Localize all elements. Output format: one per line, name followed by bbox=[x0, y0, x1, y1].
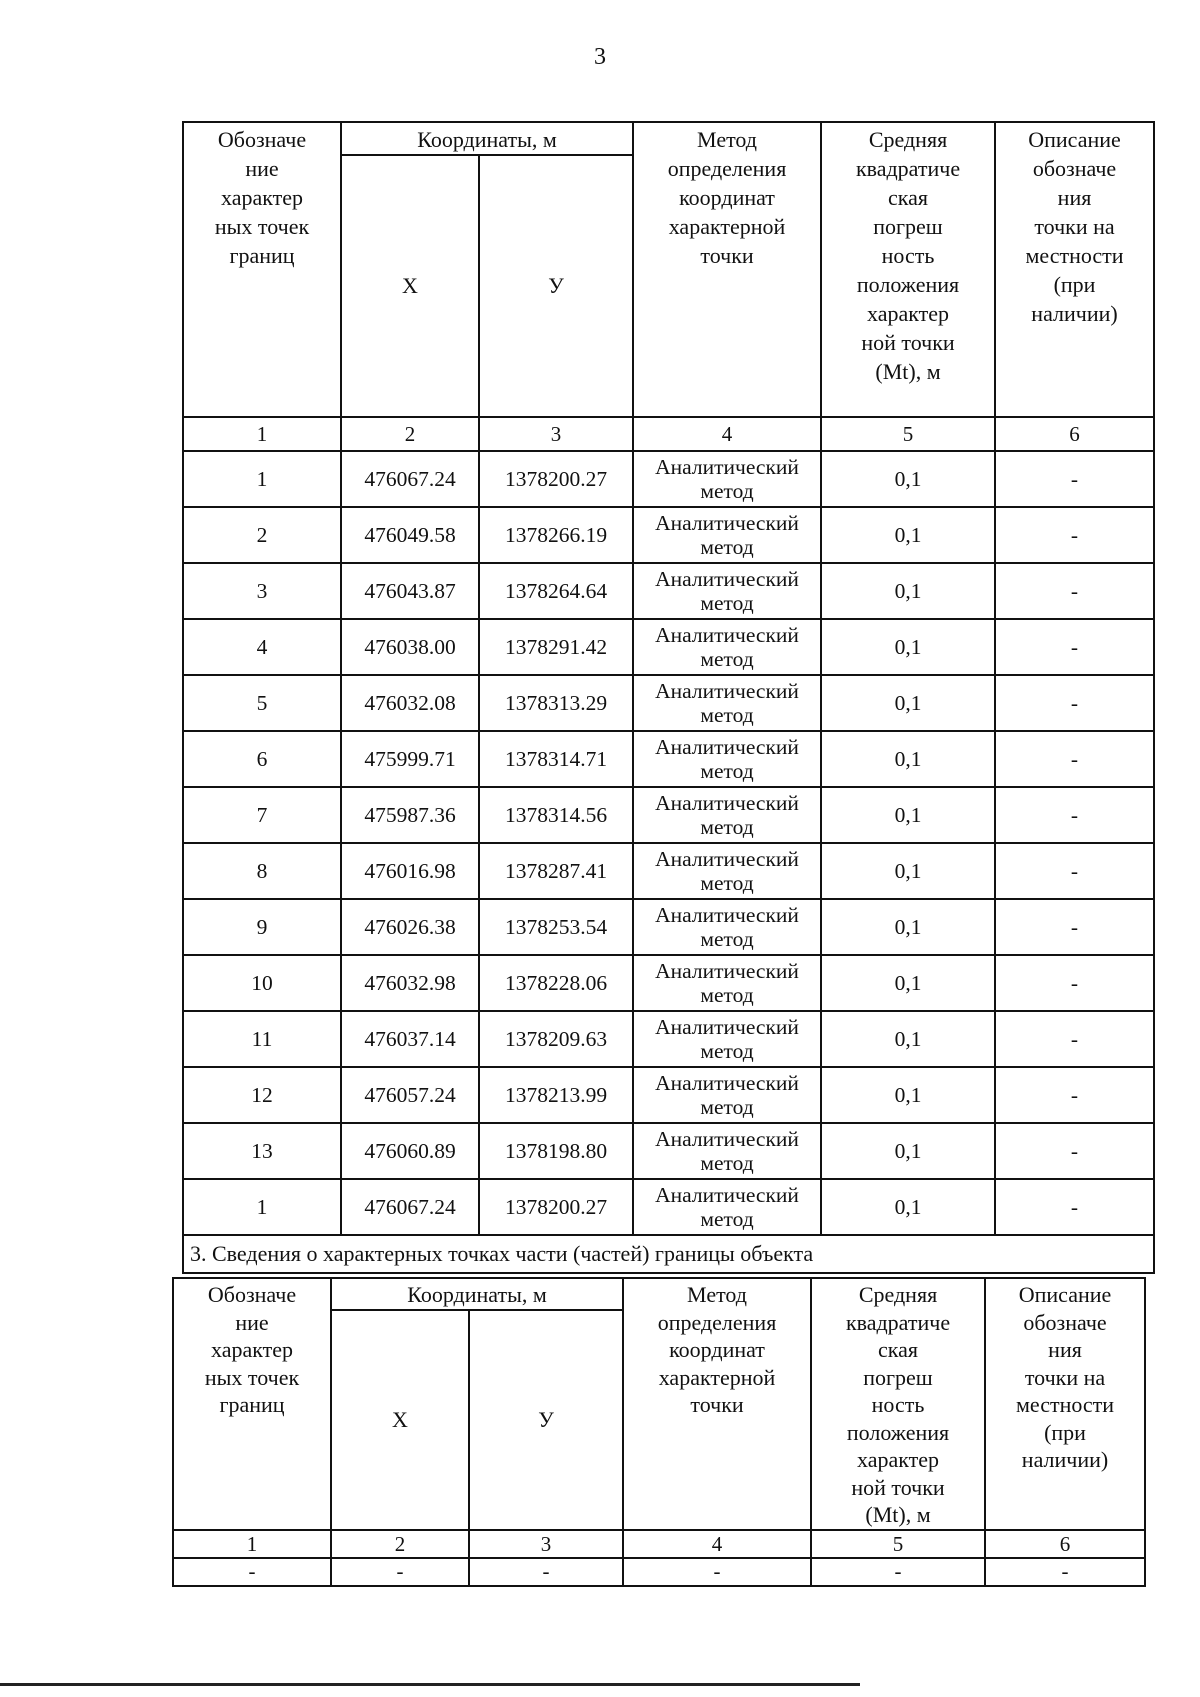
y-cell: 1378264.64 bbox=[479, 563, 633, 619]
point-cell: 8 bbox=[183, 843, 341, 899]
point-cell: 3 bbox=[183, 563, 341, 619]
error-cell: 0,1 bbox=[821, 507, 995, 563]
x-cell: 476067.24 bbox=[341, 451, 479, 507]
y-header: У bbox=[479, 155, 633, 417]
error-header: Средняя квадратиче ская погреш ность положения характер ной точки (Mt), м bbox=[811, 1278, 985, 1530]
y-cell: 1378228.06 bbox=[479, 955, 633, 1011]
point-cell: 13 bbox=[183, 1123, 341, 1179]
y-cell: 1378314.71 bbox=[479, 731, 633, 787]
error-cell: 0,1 bbox=[821, 619, 995, 675]
y-header: У bbox=[469, 1310, 623, 1530]
table-row bbox=[183, 899, 1154, 955]
description-cell: - bbox=[995, 1179, 1154, 1235]
y-cell: 1378287.41 bbox=[479, 843, 633, 899]
x-cell: 476038.00 bbox=[341, 619, 479, 675]
error-cell: 0,1 bbox=[821, 731, 995, 787]
description-header: Описание обозначе ния точки на местности (при наличии) bbox=[995, 122, 1154, 417]
point-cell: 9 bbox=[183, 899, 341, 955]
error-cell: 0,1 bbox=[821, 675, 995, 731]
x-cell: 475987.36 bbox=[341, 787, 479, 843]
y-cell: 1378200.27 bbox=[479, 1179, 633, 1235]
description-cell: - bbox=[995, 1011, 1154, 1067]
point-cell: 4 bbox=[183, 619, 341, 675]
method-cell: Аналитический метод bbox=[633, 787, 821, 843]
y-cell: 1378313.29 bbox=[479, 675, 633, 731]
error-cell: 0,1 bbox=[821, 899, 995, 955]
method-cell: Аналитический метод bbox=[633, 1067, 821, 1123]
method-cell: Аналитический метод bbox=[633, 731, 821, 787]
method-cell: Аналитический метод bbox=[633, 843, 821, 899]
x-cell: 476037.14 bbox=[341, 1011, 479, 1067]
y-cell: 1378198.80 bbox=[479, 1123, 633, 1179]
section-3-title: 3. Сведения о характерных точках части (частей) границы объекта bbox=[183, 1235, 1154, 1273]
error-cell: 0,1 bbox=[821, 1067, 995, 1123]
table-row bbox=[183, 787, 1154, 843]
error-cell: 0,1 bbox=[821, 787, 995, 843]
table-row bbox=[183, 1067, 1154, 1123]
part-boundary-points-table bbox=[172, 1277, 1146, 1587]
x-cell: 476057.24 bbox=[341, 1067, 479, 1123]
y-cell: 1378253.54 bbox=[479, 899, 633, 955]
description-cell: - bbox=[995, 563, 1154, 619]
x-cell: 475999.71 bbox=[341, 731, 479, 787]
error-cell: 0,1 bbox=[821, 843, 995, 899]
y-cell: 1378200.27 bbox=[479, 451, 633, 507]
description-cell: - bbox=[995, 1123, 1154, 1179]
x-cell: 476032.98 bbox=[341, 955, 479, 1011]
description-cell: - bbox=[995, 955, 1154, 1011]
designation-header: Обозначе ние характер ных точек границ bbox=[183, 122, 341, 417]
x-cell: 476026.38 bbox=[341, 899, 479, 955]
x-header: X bbox=[341, 155, 479, 417]
method-cell: Аналитический метод bbox=[633, 955, 821, 1011]
y-cell: 1378209.63 bbox=[479, 1011, 633, 1067]
page-number: 3 bbox=[594, 44, 606, 70]
method-cell: Аналитический метод bbox=[633, 451, 821, 507]
table-row bbox=[183, 507, 1154, 563]
bottom-rule bbox=[0, 1683, 860, 1686]
description-header: Описание обозначе ния точки на местности (при наличии) bbox=[985, 1278, 1145, 1530]
point-cell: 10 bbox=[183, 955, 341, 1011]
point-cell: 5 bbox=[183, 675, 341, 731]
x-cell: 476049.58 bbox=[341, 507, 479, 563]
error-cell: 0,1 bbox=[821, 1123, 995, 1179]
x-cell: 476060.89 bbox=[341, 1123, 479, 1179]
method-cell: Аналитический метод bbox=[633, 675, 821, 731]
description-cell: - bbox=[995, 1067, 1154, 1123]
method-cell: Аналитический метод bbox=[633, 619, 821, 675]
table-row bbox=[183, 955, 1154, 1011]
error-header: Средняя квадратиче ская погреш ность положения характер ной точки (Mt), м bbox=[821, 122, 995, 417]
point-cell: 12 bbox=[183, 1067, 341, 1123]
description-cell: - bbox=[995, 507, 1154, 563]
x-header: X bbox=[331, 1310, 469, 1530]
description-cell: - bbox=[995, 843, 1154, 899]
empty-row: - - - - - - bbox=[173, 1558, 1145, 1586]
point-cell: 1 bbox=[183, 1179, 341, 1235]
method-cell: Аналитический метод bbox=[633, 899, 821, 955]
method-header: Метод определения координат характерной точки bbox=[623, 1278, 811, 1530]
error-cell: 0,1 bbox=[821, 451, 995, 507]
point-cell: 2 bbox=[183, 507, 341, 563]
boundary-points-table bbox=[182, 121, 1155, 1274]
designation-header: Обозначе ние характер ных точек границ bbox=[173, 1278, 331, 1530]
table-row bbox=[183, 731, 1154, 787]
method-cell: Аналитический метод bbox=[633, 563, 821, 619]
table-row bbox=[183, 1123, 1154, 1179]
x-cell: 476016.98 bbox=[341, 843, 479, 899]
table-row bbox=[183, 451, 1154, 507]
point-cell: 1 bbox=[183, 451, 341, 507]
description-cell: - bbox=[995, 899, 1154, 955]
y-cell: 1378314.56 bbox=[479, 787, 633, 843]
point-cell: 6 bbox=[183, 731, 341, 787]
column-numbers-row: 1 2 3 4 5 6 bbox=[183, 417, 1154, 451]
error-cell: 0,1 bbox=[821, 1011, 995, 1067]
description-cell: - bbox=[995, 451, 1154, 507]
y-cell: 1378266.19 bbox=[479, 507, 633, 563]
method-cell: Аналитический метод bbox=[633, 1179, 821, 1235]
description-cell: - bbox=[995, 675, 1154, 731]
method-header: Метод определения координат характерной точки bbox=[633, 122, 821, 417]
error-cell: 0,1 bbox=[821, 1179, 995, 1235]
error-cell: 0,1 bbox=[821, 955, 995, 1011]
method-cell: Аналитический метод bbox=[633, 507, 821, 563]
point-cell: 7 bbox=[183, 787, 341, 843]
coordinates-header: Координаты, м bbox=[341, 122, 633, 155]
coordinates-header: Координаты, м bbox=[331, 1278, 623, 1310]
x-cell: 476032.08 bbox=[341, 675, 479, 731]
y-cell: 1378213.99 bbox=[479, 1067, 633, 1123]
table-row bbox=[183, 843, 1154, 899]
description-cell: - bbox=[995, 731, 1154, 787]
table-row bbox=[183, 619, 1154, 675]
table-row bbox=[183, 1011, 1154, 1067]
error-cell: 0,1 bbox=[821, 563, 995, 619]
method-cell: Аналитический метод bbox=[633, 1123, 821, 1179]
point-cell: 11 bbox=[183, 1011, 341, 1067]
y-cell: 1378291.42 bbox=[479, 619, 633, 675]
column-numbers-row: 1 2 3 4 5 6 bbox=[173, 1530, 1145, 1558]
x-cell: 476043.87 bbox=[341, 563, 479, 619]
x-cell: 476067.24 bbox=[341, 1179, 479, 1235]
method-cell: Аналитический метод bbox=[633, 1011, 821, 1067]
description-cell: - bbox=[995, 619, 1154, 675]
description-cell: - bbox=[995, 787, 1154, 843]
table-row bbox=[183, 1179, 1154, 1235]
table-row bbox=[183, 675, 1154, 731]
table-row bbox=[183, 563, 1154, 619]
